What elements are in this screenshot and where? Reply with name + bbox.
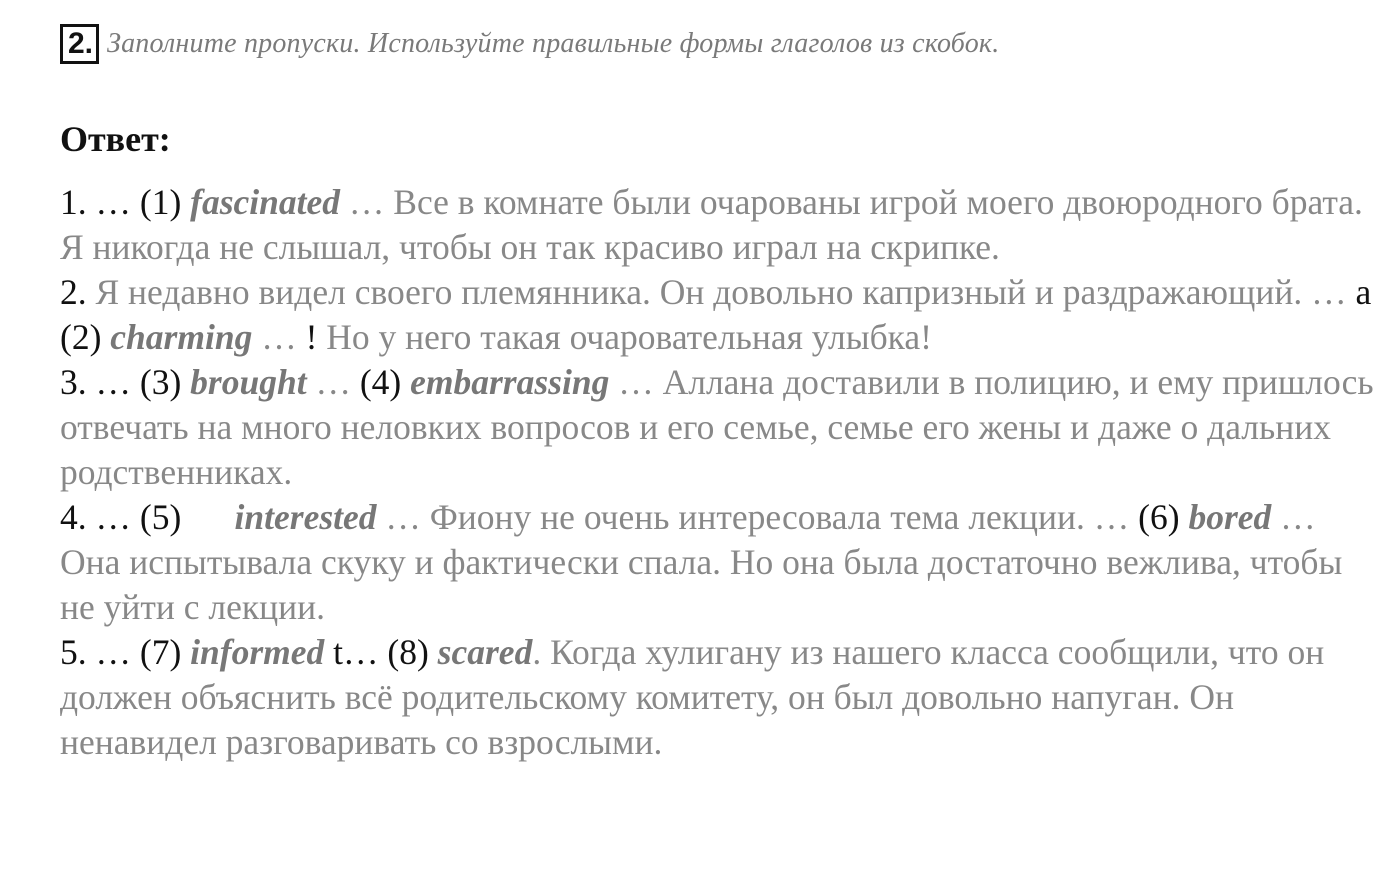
item-text: …	[306, 362, 360, 402]
answer-body	[60, 180, 1380, 765]
gap-marker: (6)	[1138, 497, 1180, 537]
item-number: 1.	[60, 182, 87, 222]
gap-marker: !	[305, 317, 318, 357]
gap-marker: a (2)	[60, 272, 1372, 357]
answer-heading: Ответ:	[60, 119, 171, 159]
gap-marker: … (5)	[86, 497, 191, 537]
answer-word: charming	[110, 317, 253, 357]
answer-item-2	[60, 270, 1380, 360]
item-text: . Когда хулигану из нашего класса сообщили, что он должен объяснить всё родительскому комитету, он был довольно напуган. Он ненавидел разговаривать со взрослыми.	[60, 632, 1325, 762]
task-header	[60, 24, 999, 64]
item-text: …	[340, 182, 394, 222]
gap-marker: t… (8)	[324, 632, 438, 672]
gap-marker: … (1)	[86, 182, 191, 222]
answer-item-3	[60, 360, 1380, 495]
answer-item-5	[60, 630, 1380, 765]
item-number: 2.	[60, 272, 87, 312]
answer-word: scared	[437, 632, 533, 672]
item-text: … Аллана доставили в полицию, и ему пришлось отвечать на много неловких вопросов и его семье, семье его жены и даже о дальних родственниках.	[60, 362, 1374, 492]
gap-marker: (4)	[359, 362, 411, 402]
task-number: 2.	[60, 24, 99, 64]
gap-marker: … (3)	[86, 362, 191, 402]
answer-word: fascinated	[190, 182, 341, 222]
item-text: … Фиону не очень интересовала тема лекции. …	[376, 497, 1139, 537]
item-text: Но у него такая очаровательная улыбка!	[317, 317, 932, 357]
item-text: …	[252, 317, 306, 357]
answer-item-1	[60, 180, 1380, 270]
item-text: Все в комнате были очарованы игрой моего двоюродного брата. Я никогда не слышал, чтобы он так красиво играл на скрипке.	[60, 182, 1363, 267]
item-number: 3.	[60, 362, 87, 402]
answer-word: interested	[234, 497, 377, 537]
answer-word: informed	[190, 632, 325, 672]
answer-item-4	[60, 495, 1380, 630]
answer-word: bored	[1188, 497, 1272, 537]
task-instruction: Заполните пропуски. Используйте правильные формы глаголов из скобок.	[107, 28, 1000, 59]
answer-word: embarrassing	[410, 362, 610, 402]
gap-marker: … (7)	[86, 632, 191, 672]
item-number: 4.	[60, 497, 87, 537]
item-number: 5.	[60, 632, 87, 672]
item-text: Я недавно видел своего племянника. Он довольно капризный и раздражающий. …	[86, 272, 1356, 312]
item-text: … Она испытывала скуку и фактически спала. Но она была достаточно вежлива, чтобы не уйти с лекции.	[60, 497, 1343, 627]
answer-word: brought	[190, 362, 307, 402]
